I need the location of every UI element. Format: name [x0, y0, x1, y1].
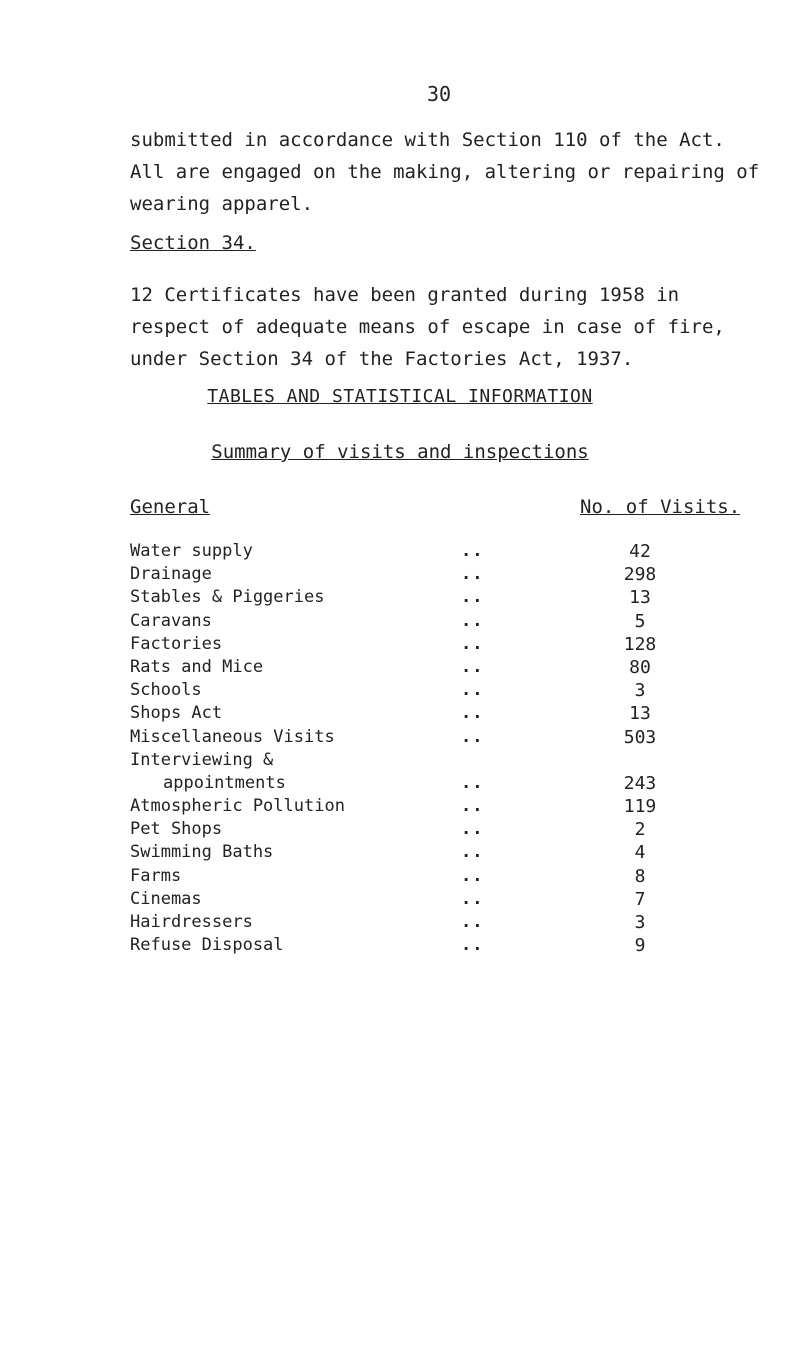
row-label: Factories — [130, 633, 223, 654]
leader-dots: .. — [461, 726, 484, 747]
leader-dots: .. — [461, 935, 484, 956]
leader-dots: .. — [461, 888, 484, 909]
row-label: Atmospheric Pollution — [130, 796, 345, 817]
table-row — [130, 610, 730, 633]
row-label: Interviewing & — [130, 749, 274, 770]
section-heading: Section 34. — [130, 232, 256, 254]
table-row — [130, 841, 730, 864]
row-label: Refuse Disposal — [130, 935, 284, 956]
row-label: Swimming Baths — [130, 842, 274, 863]
page-number: 30 — [427, 82, 452, 106]
row-value: 3 — [634, 912, 646, 933]
leader-dots: .. — [461, 541, 484, 561]
table-row — [130, 726, 730, 749]
table-row — [130, 795, 730, 818]
row-label: Water supply — [130, 541, 253, 561]
table-row — [130, 934, 730, 957]
table-row — [130, 911, 730, 934]
row-value: 503 — [623, 726, 657, 748]
table-row — [130, 888, 730, 911]
row-value: 128 — [623, 633, 657, 655]
tables-heading: TABLES AND STATISTICAL INFORMATION — [207, 386, 593, 407]
row-label: Pet Shops — [130, 819, 223, 840]
leader-dots: .. — [461, 656, 484, 677]
row-value: 7 — [634, 888, 646, 910]
row-label: Caravans — [130, 610, 212, 631]
row-label: Farms — [130, 865, 182, 886]
table-row — [130, 586, 730, 609]
row-value: 243 — [623, 772, 657, 794]
section-paragraph: 12 Certificates have been granted during 1958 in respect of adequate means of escape in case of fire, under Section 34 of the Factories Act, 1937. — [130, 284, 725, 370]
visits-table — [130, 540, 730, 957]
leader-dots: .. — [461, 912, 484, 932]
row-value: 4 — [634, 842, 646, 864]
row-value: 9 — [634, 935, 646, 957]
table-row — [130, 540, 730, 563]
row-value: 298 — [623, 564, 657, 586]
table-row — [130, 865, 730, 888]
row-value: 8 — [634, 865, 646, 887]
table-row — [130, 818, 730, 841]
leader-dots: .. — [461, 610, 484, 631]
table-row — [130, 656, 730, 679]
row-label: Schools — [130, 680, 202, 701]
row-label: Shops Act — [130, 703, 223, 724]
row-label: Drainage — [130, 564, 212, 585]
row-value: 13 — [629, 703, 651, 725]
column-header-general: General — [130, 496, 211, 518]
intro-paragraph: submitted in accordance with Section 110 of the Act. All are engaged on the making, altering or repairing of wearing apparel. — [130, 129, 760, 215]
row-value: 119 — [623, 796, 657, 818]
table-row — [130, 702, 730, 725]
row-label: Stables & Piggeries — [130, 587, 325, 608]
row-value: 5 — [634, 610, 646, 632]
leader-dots: .. — [461, 865, 484, 886]
row-label: Rats and Mice — [130, 656, 264, 677]
row-value: 42 — [629, 541, 651, 562]
leader-dots: .. — [461, 819, 484, 840]
leader-dots: .. — [461, 564, 484, 585]
leader-dots: .. — [461, 680, 484, 701]
table-row — [130, 749, 730, 772]
column-header-visits: No. of Visits. — [580, 496, 741, 518]
leader-dots: .. — [461, 703, 484, 724]
leader-dots: .. — [461, 587, 484, 608]
row-label: appointments — [163, 772, 286, 793]
row-label: Cinemas — [130, 888, 202, 909]
row-label: Miscellaneous Visits — [130, 726, 335, 747]
table-row — [130, 772, 730, 795]
row-label: Hairdressers — [130, 912, 253, 932]
leader-dots: .. — [461, 772, 484, 793]
leader-dots: .. — [461, 633, 484, 654]
row-value: 3 — [634, 680, 646, 702]
row-value: 2 — [634, 819, 646, 841]
leader-dots: .. — [461, 842, 484, 863]
table-row — [130, 633, 730, 656]
row-value: 13 — [629, 587, 651, 609]
row-value: 80 — [629, 656, 651, 678]
leader-dots: .. — [461, 796, 484, 817]
table-row — [130, 679, 730, 702]
summary-heading: Summary of visits and inspections — [211, 441, 589, 463]
table-row — [130, 563, 730, 586]
